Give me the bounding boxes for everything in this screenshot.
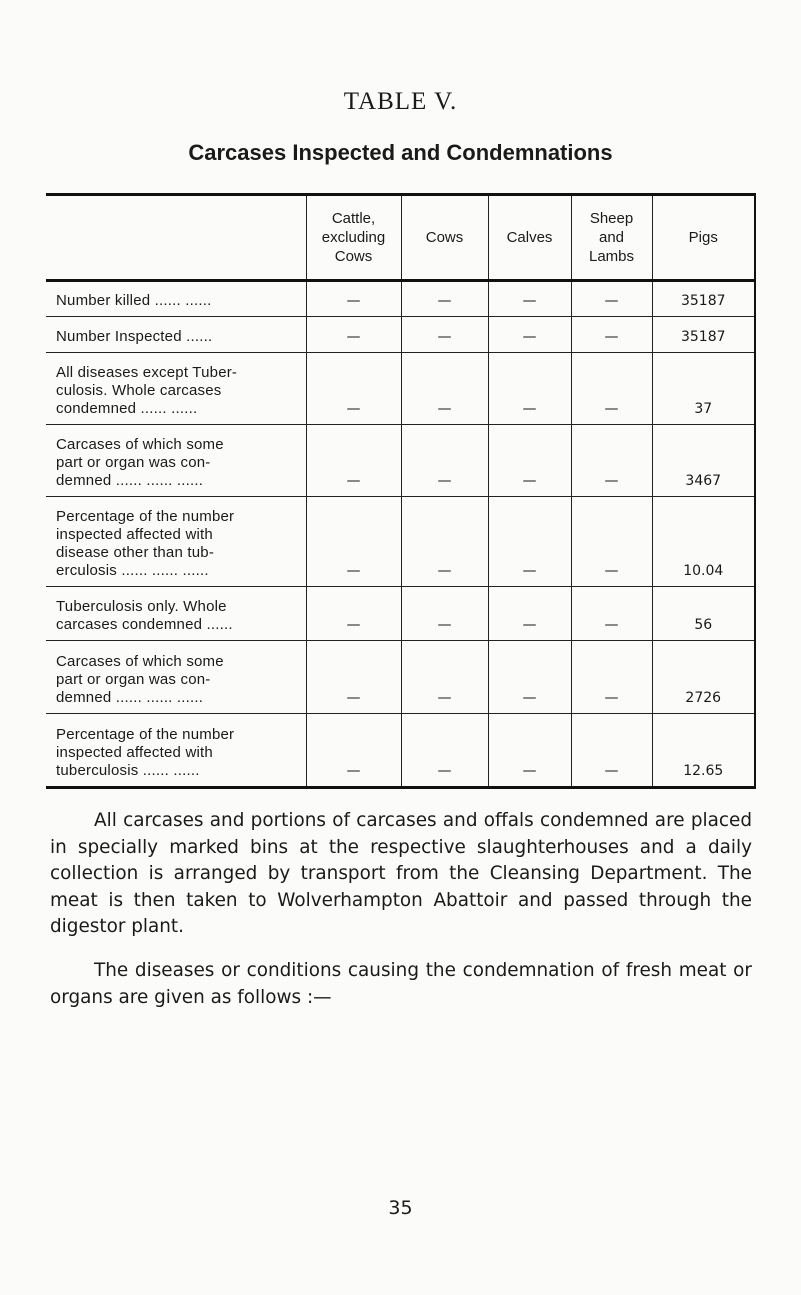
- table-row: [46, 587, 755, 641]
- cell-cows: —: [401, 714, 488, 788]
- cell-pigs: 56: [652, 587, 755, 641]
- row-label-line: All diseases except Tuber-: [56, 364, 238, 381]
- row-label-line: carcases condemned ......: [56, 616, 233, 633]
- cell-cattle: —: [306, 425, 401, 497]
- cell-calves: —: [488, 497, 571, 587]
- row-label: [46, 353, 306, 425]
- cell-cows: —: [401, 281, 488, 317]
- cell-cows: —: [401, 497, 488, 587]
- header-row: [46, 195, 755, 281]
- cell-cattle: —: [306, 353, 401, 425]
- row-label-line: condemned ...... ......: [56, 400, 198, 417]
- row-label-line: culosis. Whole carcases: [56, 382, 222, 399]
- row-label: [46, 641, 306, 714]
- row-label: [46, 425, 306, 497]
- cell-pigs: 10.04: [652, 497, 755, 587]
- row-label: [46, 497, 306, 587]
- cell-cattle: —: [306, 281, 401, 317]
- cell-calves: —: [488, 353, 571, 425]
- header-cattle-line: excluding: [321, 229, 386, 246]
- cell-pigs: 3467: [652, 425, 755, 497]
- carcases-table: [46, 193, 756, 789]
- cell-cows: —: [401, 587, 488, 641]
- table-row: [46, 641, 755, 714]
- row-label: [46, 714, 306, 788]
- cell-cattle: —: [306, 641, 401, 714]
- page-number: 35: [388, 1197, 413, 1219]
- cell-cows: —: [401, 317, 488, 353]
- row-label-line: part or organ was con-: [56, 454, 211, 471]
- cell-calves: —: [488, 317, 571, 353]
- row-label-line: demned ...... ...... ......: [56, 472, 204, 489]
- cell-sheep: —: [571, 317, 652, 353]
- row-label-line: erculosis ...... ...... ......: [56, 562, 209, 579]
- cell-sheep: —: [571, 353, 652, 425]
- row-label-line: Number killed ...... ......: [56, 292, 212, 309]
- header-blank: [46, 195, 306, 281]
- cell-sheep: —: [571, 497, 652, 587]
- cell-cows: —: [401, 641, 488, 714]
- cell-pigs: 12.65: [652, 714, 755, 788]
- row-label-line: Percentage of the number: [56, 726, 235, 743]
- row-label-line: part or organ was con-: [56, 671, 211, 688]
- cell-cattle: —: [306, 317, 401, 353]
- table-row: [46, 317, 755, 353]
- row-label: [46, 587, 306, 641]
- header-sheep-line: and: [598, 229, 625, 246]
- cell-sheep: —: [571, 425, 652, 497]
- cell-pigs: 2726: [652, 641, 755, 714]
- cell-calves: —: [488, 281, 571, 317]
- cell-cows: —: [401, 425, 488, 497]
- cell-calves: —: [488, 425, 571, 497]
- header-cattle-line: Cattle,: [331, 210, 376, 227]
- table-row: [46, 714, 755, 788]
- table-row: [46, 497, 755, 587]
- row-label-line: demned ...... ...... ......: [56, 689, 204, 706]
- row-label-line: Number Inspected ......: [56, 328, 213, 345]
- cell-sheep: —: [571, 281, 652, 317]
- cell-pigs: 37: [652, 353, 755, 425]
- cell-cows: —: [401, 353, 488, 425]
- table-row: [46, 353, 755, 425]
- header-cattle: [306, 195, 401, 281]
- cell-cattle: —: [306, 497, 401, 587]
- header-sheep-line: Sheep: [589, 210, 634, 227]
- header-sheep: [571, 195, 652, 281]
- row-label-line: inspected affected with: [56, 526, 213, 543]
- cell-cattle: —: [306, 714, 401, 788]
- table-row: [46, 281, 755, 317]
- row-label-line: disease other than tub-: [56, 544, 215, 561]
- table-title: TABLE V.: [343, 88, 458, 115]
- cell-calves: —: [488, 714, 571, 788]
- cell-pigs: 35187: [652, 281, 755, 317]
- header-sheep-line: Lambs: [588, 248, 635, 265]
- cell-pigs: 35187: [652, 317, 755, 353]
- header-calves: Calves: [488, 195, 571, 281]
- row-label: [46, 317, 306, 353]
- row-label-line: inspected affected with: [56, 744, 213, 761]
- header-pigs: Pigs: [652, 195, 755, 281]
- row-label-line: tuberculosis ...... ......: [56, 762, 200, 779]
- cell-sheep: —: [571, 641, 652, 714]
- header-cattle-line: Cows: [334, 248, 373, 265]
- row-label-line: Tuberculosis only. Whole: [56, 598, 227, 615]
- cell-sheep: —: [571, 587, 652, 641]
- paragraph-diseases-intro: The diseases or conditions causing the condemnation of fresh meat or organs are given as follows :—: [50, 960, 752, 1008]
- row-label-line: Carcases of which some: [56, 436, 224, 453]
- table-row: [46, 425, 755, 497]
- cell-calves: —: [488, 641, 571, 714]
- paragraph-disposal: All carcases and portions of carcases and offals condemned are placed in specially marked bins at the respective slaughterhouses and a daily collection is arranged by transport from the Cleansing Department. The meat is then taken to Wolverhampton Abattoir and passed through the digestor plant.: [50, 810, 752, 937]
- row-label-line: Percentage of the number: [56, 508, 235, 525]
- row-label-line: Carcases of which some: [56, 653, 224, 670]
- table-subtitle: Carcases Inspected and Condemnations: [188, 140, 613, 165]
- cell-sheep: —: [571, 714, 652, 788]
- header-cows: Cows: [401, 195, 488, 281]
- row-label: [46, 281, 306, 317]
- cell-calves: —: [488, 587, 571, 641]
- cell-cattle: —: [306, 587, 401, 641]
